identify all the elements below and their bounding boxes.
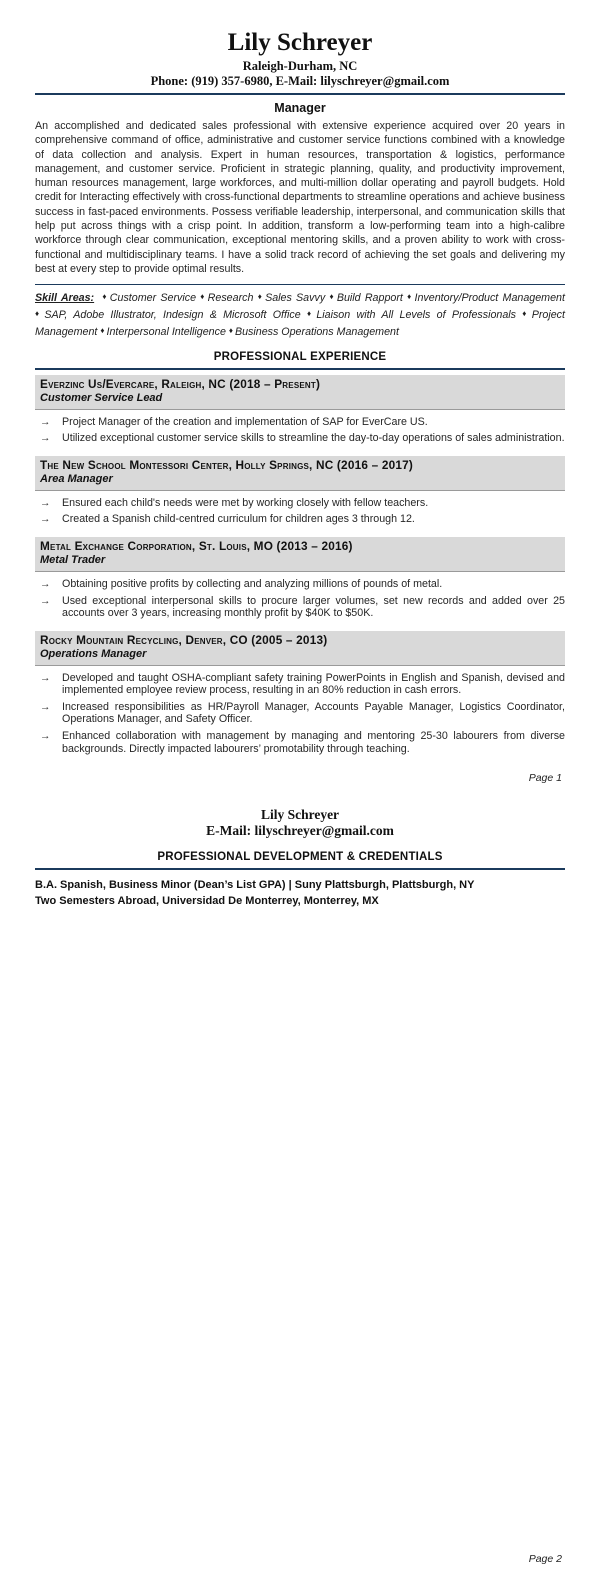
credentials-heading-rule — [35, 868, 565, 870]
job-entry — [35, 456, 565, 526]
bullet-text: Obtaining positive profits by collecting and analyzing millions of pounds of metal. — [62, 577, 443, 590]
job-role-title: Metal Trader — [40, 554, 106, 567]
skill-text: Business Operations Management — [234, 325, 399, 338]
credential-line: B.A. Spanish, Business Minor (Dean’s List GPA) | Suny Plattsburgh, Plattsburgh, NY — [35, 879, 475, 891]
job-entry — [35, 537, 565, 620]
bullet-text: Ensured each child's needs were met by working closely with fellow teachers. — [62, 496, 429, 509]
bullet-list — [35, 497, 565, 526]
job-header-bar — [35, 456, 565, 491]
diamond-bullet-icon: ♦ — [329, 292, 335, 302]
skill-item — [407, 292, 565, 304]
arrow-bullet-icon: → — [40, 432, 51, 445]
skill-text: Interpersonal Intelligence — [106, 325, 226, 338]
candidate-name: Lily Schreyer — [227, 29, 373, 56]
diamond-bullet-icon: ♦ — [100, 326, 105, 336]
bullet-list — [35, 416, 565, 445]
credentials-list — [35, 877, 565, 909]
page1-footer: Page 1 — [528, 772, 562, 784]
job-company-line: Metal Exchange Corporation, St. Louis, MO (2013 – 2016) — [40, 538, 353, 553]
page2-footer: Page 2 — [528, 1553, 562, 1565]
skill-item — [35, 309, 301, 321]
job-role-title: Area Manager — [40, 473, 113, 486]
experience-heading-rule — [35, 368, 565, 370]
skill-item — [258, 292, 325, 304]
diamond-bullet-icon: ♦ — [200, 292, 206, 302]
skill-text: Customer Service — [109, 291, 197, 304]
arrow-bullet-icon: → — [40, 700, 51, 713]
resume-document — [0, 30, 600, 909]
bullet-text: Enhanced collaboration with management by managing and mentoring 25-30 labourers from diverse backgrounds. Directly impacted labourers’ promotability through teaching. — [62, 730, 565, 755]
arrow-bullet-icon: → — [40, 594, 51, 607]
skill-text: Sales Savvy — [265, 291, 326, 304]
job-entry — [35, 631, 565, 756]
bullet-item — [35, 416, 565, 429]
job-header-bar — [35, 537, 565, 572]
job-header-bar — [35, 631, 565, 666]
skill-areas-label: Skill Areas: — [35, 291, 95, 304]
page2-email-line: E-Mail: lilyschreyer@gmail.com — [206, 822, 394, 838]
job-company-line: Everzinc Us/Evercare, Raleigh, NC (2018 – Present) — [40, 376, 321, 391]
bullet-item — [35, 730, 565, 755]
skill-item — [229, 326, 399, 338]
bullet-text: Increased responsibilities as HR/Payroll Manager, Accounts Payable Manager, Logistics Coordinator, Operations Manager, and Safety Officer. — [62, 700, 565, 726]
diamond-bullet-icon: ♦ — [257, 292, 264, 302]
diamond-bullet-icon: ♦ — [407, 292, 413, 302]
skill-item — [200, 292, 253, 304]
bullet-list — [35, 578, 565, 620]
job-company-line: The New School Montessori Center, Holly Springs, NC (2016 – 2017) — [40, 457, 413, 472]
diamond-bullet-icon: ♦ — [228, 326, 233, 336]
skill-list — [35, 292, 565, 338]
skill-text: Project Management — [35, 308, 565, 338]
job-header-bar — [35, 375, 565, 410]
skill-text: Liaison with All Levels of Professionals — [316, 308, 517, 321]
job-entry — [35, 375, 565, 445]
skill-text: Research — [207, 291, 254, 304]
bullet-text: Developed and taught OSHA-compliant safety training PowerPoints in English and Spanish, devised and implemented employee review process, resulting in an 80% reduction in cash errors. — [62, 671, 565, 697]
bullet-text: Created a Spanish child-centred curriculum for children ages 3 through 12. — [62, 513, 415, 526]
skill-text: SAP, Adobe Illustrator, Indesign & Microsoft Office — [44, 308, 301, 321]
bullet-item — [35, 578, 565, 591]
header-rule — [35, 93, 565, 95]
skills-top-rule — [35, 284, 565, 285]
bullet-item — [35, 701, 565, 726]
resume-page-2 — [35, 807, 565, 909]
arrow-bullet-icon: → — [40, 577, 51, 590]
bullet-item — [35, 672, 565, 697]
skills-paragraph — [35, 289, 565, 340]
arrow-bullet-icon: → — [40, 671, 51, 684]
skill-item — [101, 292, 196, 304]
skill-text: Inventory/Product Management — [414, 291, 565, 304]
job-role-title: Customer Service Lead — [40, 392, 163, 405]
skill-item — [100, 326, 226, 338]
bullet-item — [35, 432, 565, 445]
arrow-bullet-icon: → — [40, 415, 51, 428]
arrow-bullet-icon: → — [40, 730, 51, 743]
contact-line: Phone: (919) 357-6980, E-Mail: lilyschreyer@gmail.com — [150, 74, 450, 88]
credential-line: Two Semesters Abroad, Universidad De Monterrey, Monterrey, MX — [35, 895, 379, 907]
diamond-bullet-icon: ♦ — [522, 309, 530, 319]
resume-page-1 — [35, 30, 565, 794]
bullet-item — [35, 513, 565, 526]
page2-candidate-name: Lily Schreyer — [260, 807, 340, 822]
diamond-bullet-icon: ♦ — [35, 309, 43, 319]
diamond-bullet-icon: ♦ — [101, 292, 108, 302]
location-line: Raleigh-Durham, NC — [242, 59, 358, 73]
summary-paragraph: An accomplished and dedicated sales professional with extensive experience acquired over 20 years in comprehensive command of office, administrative and customer service functions combined with a knowledge of data collection and analysis. Expert in human resources, transportation & logistics, performance management, and customer service. Proficient in strategic planning, quality, and productivity improvement, human resources management, large workforces, and multi-million dollar operating and payroll budgets. Hold credit for Interacting effectively with cross-functional departments to streamline operations and achieve business success in fast-paced environments. Possess verifiable leadership, interpersonal, and communication skills that help put across things with a crisp point. In addition, transform a low-performing team into a high-calibre workforce through clear communication, exceptional mentoring skills, and a proven ability to work with cross-functional and multidisciplinary teams. I have a solid track record of achieving the set goals and delivering my best at every step to provide optimal results. — [35, 120, 565, 275]
bullet-text: Used exceptional interpersonal skills to procure larger volumes, set new records and added over 25 accounts over 3 years, increasing monthly profit by $40K to $50K. — [62, 594, 565, 620]
job-list — [35, 375, 565, 756]
job-role-title: Operations Manager — [40, 648, 147, 661]
credentials-section-heading: PROFESSIONAL DEVELOPMENT & CREDENTIALS — [157, 851, 443, 863]
target-role-heading: Manager — [274, 101, 326, 115]
bullet-text: Project Manager of the creation and implementation of SAP for EverCare US. — [62, 415, 428, 428]
diamond-bullet-icon: ♦ — [306, 309, 315, 319]
skill-text: Build Rapport — [336, 291, 403, 304]
job-company-line: Rocky Mountain Recycling, Denver, CO (2005 – 2013) — [40, 632, 328, 647]
arrow-bullet-icon: → — [40, 513, 51, 526]
skill-item — [329, 292, 402, 304]
bullet-text: Utilized exceptional customer service skills to streamline the day-to-day operations of sales administration. — [62, 432, 565, 445]
experience-section-heading: PROFESSIONAL EXPERIENCE — [213, 350, 387, 363]
bullet-list — [35, 672, 565, 756]
arrow-bullet-icon: → — [40, 496, 51, 509]
bullet-item — [35, 595, 565, 620]
bullet-item — [35, 497, 565, 510]
skill-item — [307, 309, 516, 321]
